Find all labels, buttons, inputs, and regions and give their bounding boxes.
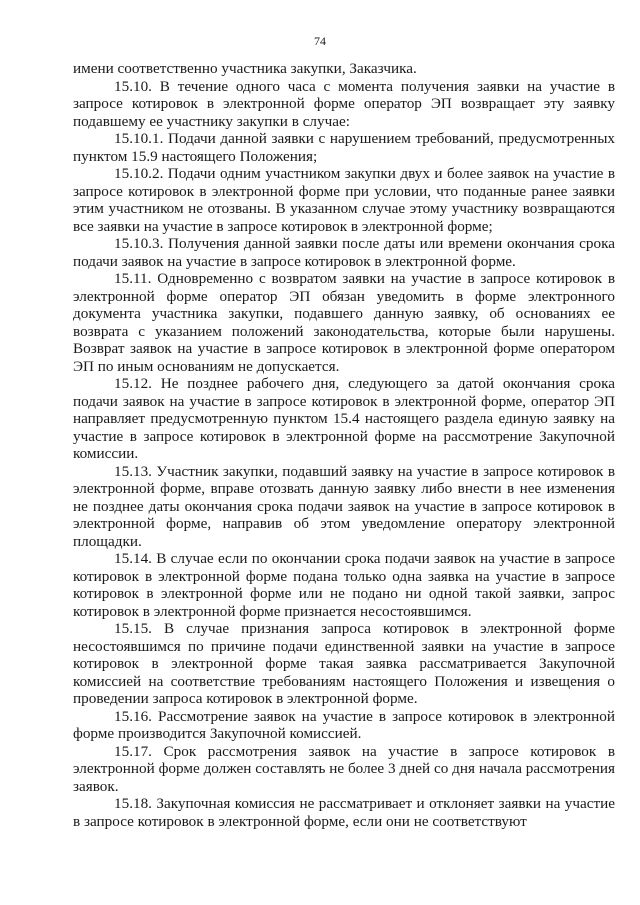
paragraph-15-13: 15.13. Участник закупки, подавший заявку на участие в запросе котировок в электронной форме, вправе отозвать данную заявку либо внести в нее изменения не позднее даты окончания срока подачи заявок на участие в запросе котировок в электронной форме, направив об этом уведомление оператору электронной площадки. [73,462,615,550]
paragraph-15-17: 15.17. Срок рассмотрения заявок на участие в запросе котировок в электронной форме должен составлять не более 3 дней со дня начала рассмотрения заявок. [73,742,615,795]
paragraph-15-10-3: 15.10.3. Получения данной заявки после даты или времени окончания срока подачи заявок на участие в запросе котировок в электронной форме. [73,235,615,270]
paragraph-continuation: имени соответственно участника закупки, Заказчика. [73,60,417,77]
paragraph-15-14: 15.14. В случае если по окончании срока подачи заявок на участие в запросе котировок в электронной форме подана только одна заявка на участие в запросе котировок в электронной форме или не подано ни одной такой заявки, запрос котировок в электронной форме признается несостоявшимся. [73,550,615,620]
paragraph-15-10-1: 15.10.1. Подачи данной заявки с нарушением требований, предусмотренных пунктом 15.9 настоящего Положения; [73,130,615,165]
paragraph-15-12: 15.12. Не позднее рабочего дня, следующего за датой окончания срока подачи заявок на участие в запросе котировок в электронной форме, оператор ЭП направляет предусмотренную пунктом 15.4 настоящего раздела единую заявку на участие в запросе котировок в электронной форме на рассмотрение Закупочной комиссии. [73,375,615,462]
paragraph-15-10-2: 15.10.2. Подачи одним участником закупки двух и более заявок на участие в запросе котировок в электронной форме при условии, что поданные ранее заявки этим участником не отозваны. В указанном случае этому участнику возвращаются все заявки на участие в запросе котировок в электронной форме; [73,165,615,235]
paragraph-15-18: 15.18. Закупочная комиссия не рассматривает и отклоняет заявки на участие в запросе котировок в электронной форме, если они не соответствуют [73,795,615,830]
paragraph-15-16: 15.16. Рассмотрение заявок на участие в запросе котировок в электронной форме производится Закупочной комиссией. [73,707,615,742]
paragraph-15-11: 15.11. Одновременно с возвратом заявки на участие в запросе котировок в электронной форме оператор ЭП обязан уведомить в форме электронного документа участника закупки, подавшего данную заявку, об основаниях ее возврата с указанием положений законодательства, которые были нарушены. Возврат заявок на участие в запросе котировок в электронной форме оператором ЭП по иным основаниям не допускается. [73,270,615,375]
page-number: 74 [314,34,326,48]
paragraph-15-10: 15.10. В течение одного часа с момента получения заявки на участие в запросе котировок в электронной форме оператор ЭП возвращает эту заявку подавшему ее участнику закупки в случае: [73,77,615,130]
paragraph-15-15: 15.15. В случае признания запроса котировок в электронной форме несостоявшимся по причине подачи единственной заявки на участие в запросе котировок в электронной форме такая заявка рассматривается Закупочной комиссией на соответствие требованиям настоящего Положения и извещения о проведении запроса котировок в электронной форме. [73,620,615,707]
document-body [73,60,615,830]
